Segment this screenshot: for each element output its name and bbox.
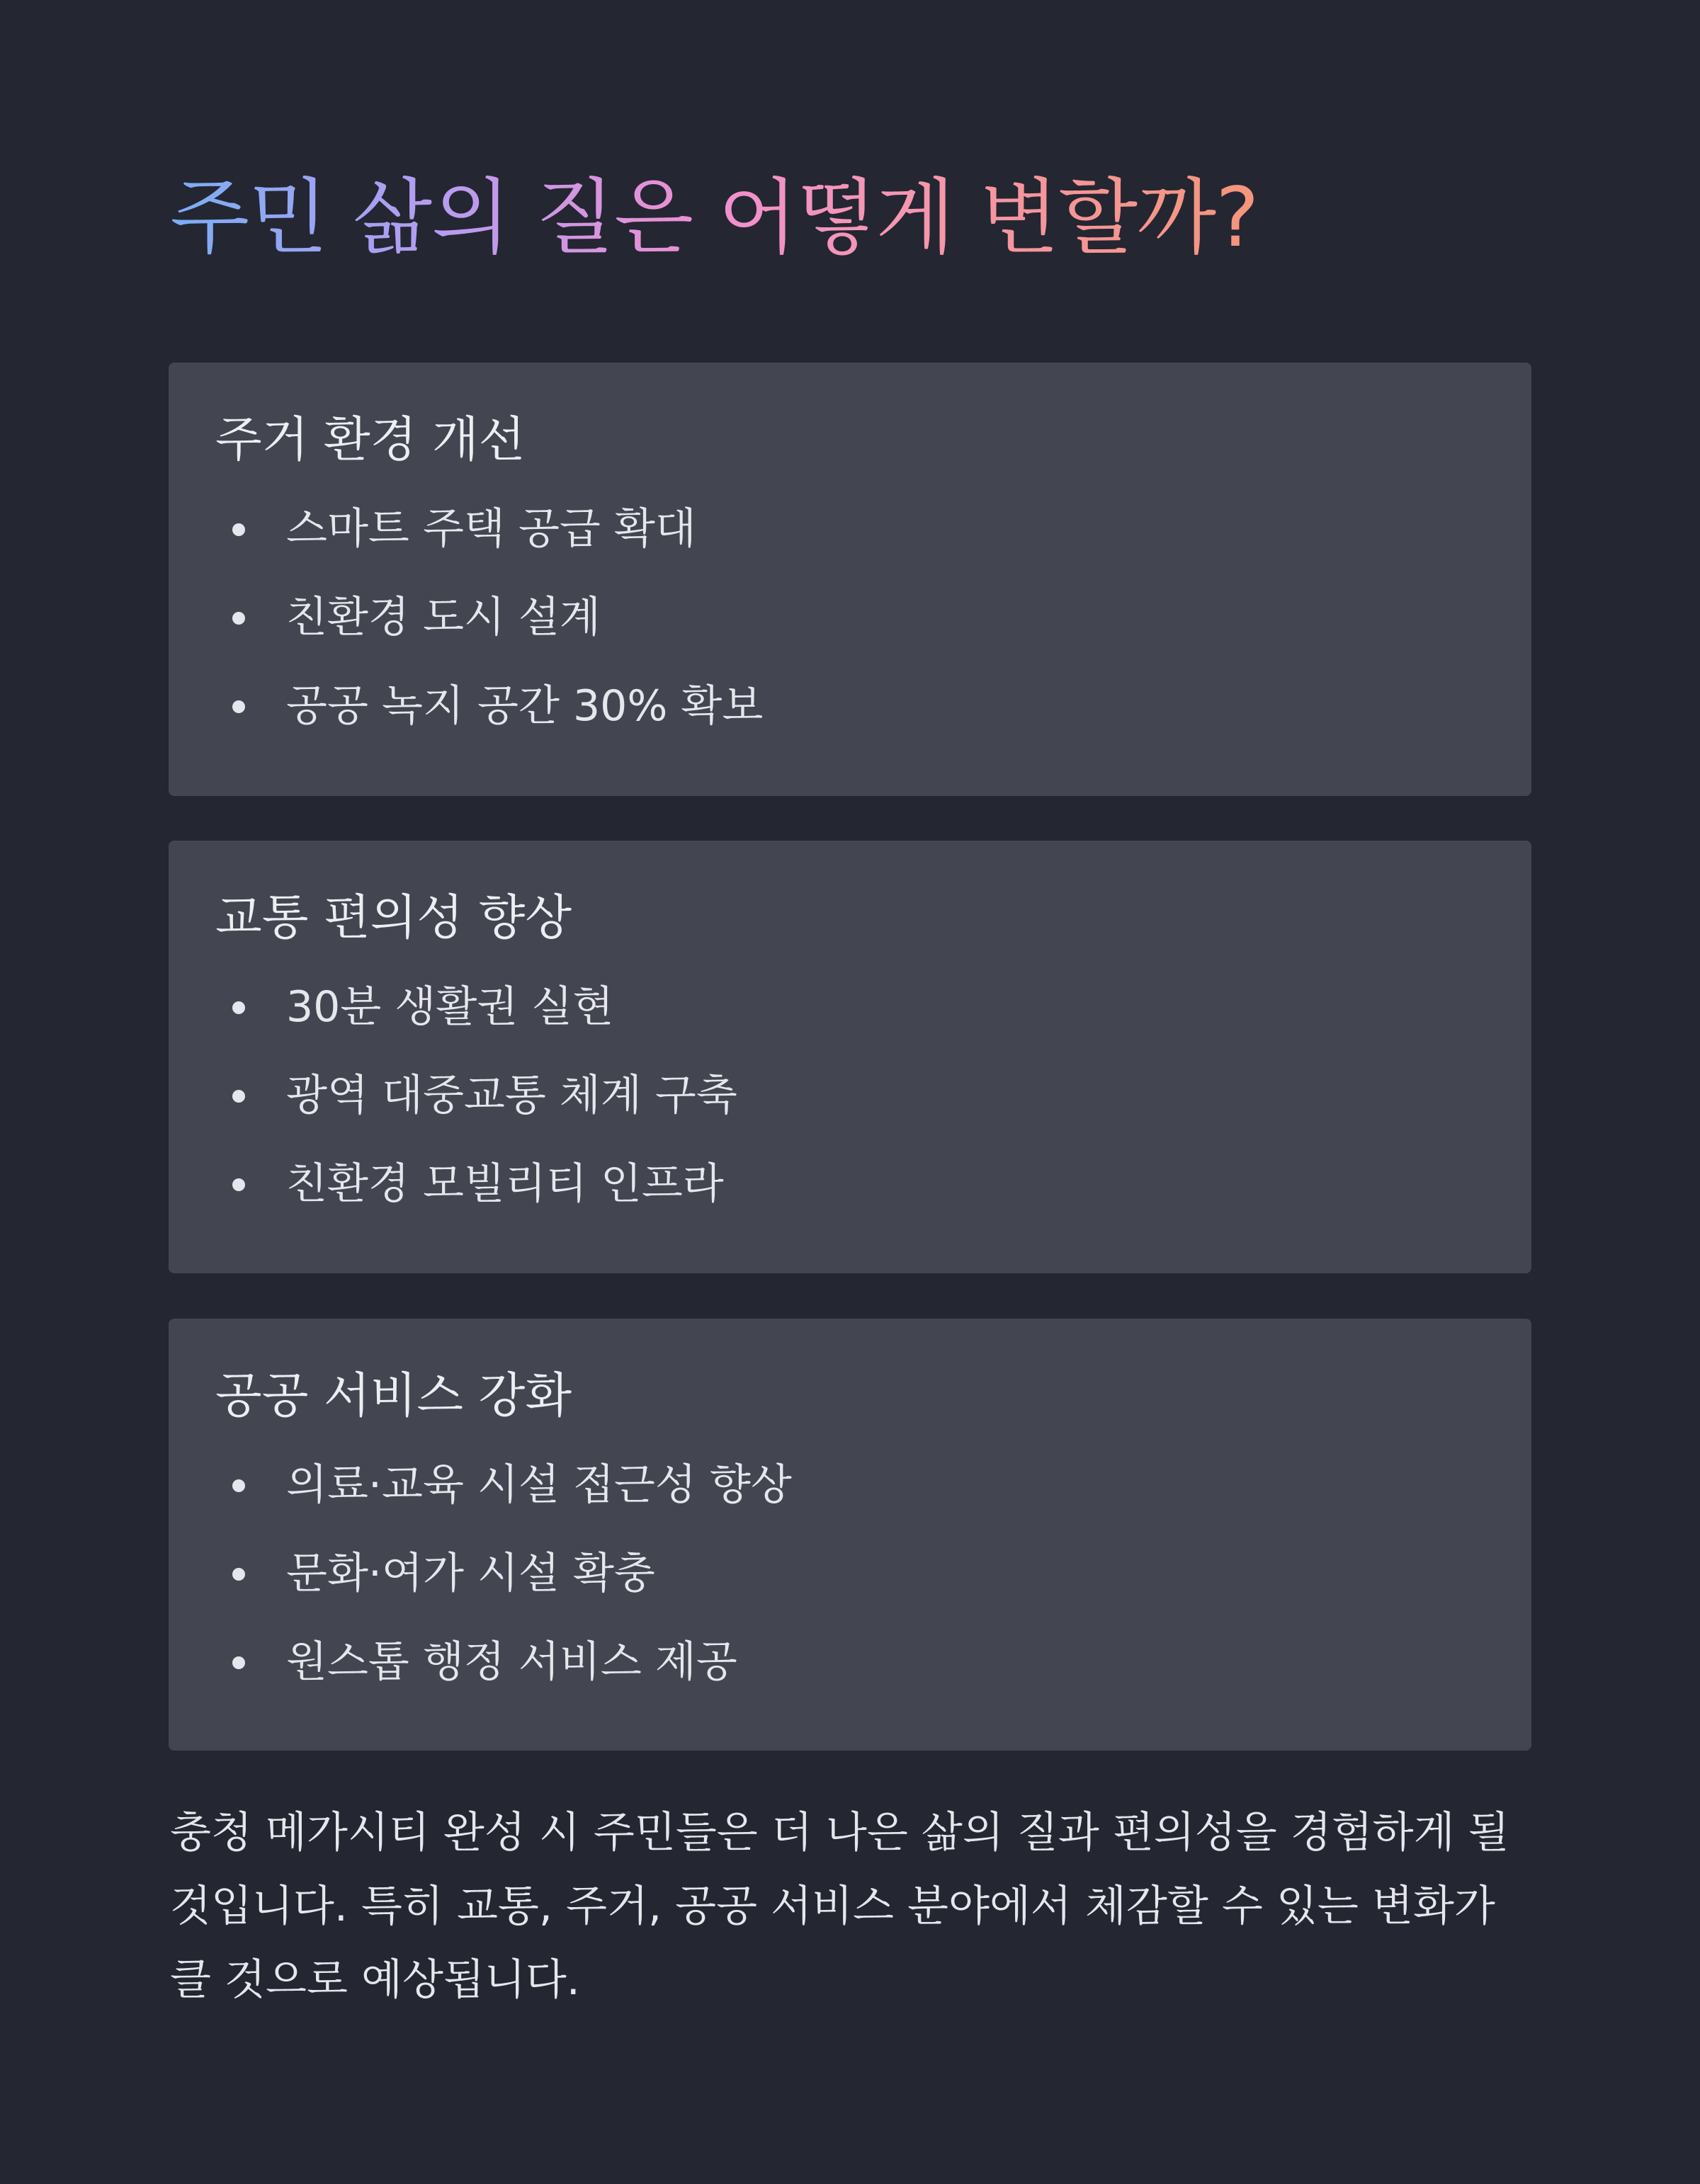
section-heading: 주거 환경 개선	[215, 412, 526, 468]
list-item-text: 원스톱 행정 서비스 제공	[286, 1637, 737, 1687]
bullet-icon	[232, 1090, 245, 1103]
bullet-icon	[232, 1479, 245, 1492]
section-card-housing	[169, 363, 1531, 796]
page-title: 주민 삶의 질은 어떻게 변할까?	[170, 161, 1259, 275]
section-card-transport	[169, 841, 1531, 1273]
list-item-text: 친환경 모빌리티 인프라	[286, 1159, 724, 1209]
list-item-text: 친환경 도시 설계	[286, 593, 601, 642]
section-card-public-services	[169, 1319, 1531, 1751]
list-item-text: 스마트 주택 공급 확대	[286, 504, 696, 554]
summary-paragraph: 충청 메가시티 완성 시 주민들은 더 나은 삶의 질과 편의성을 경험하게 될 것입니다. 특히 교통, 주거, 공공 서비스 분야에서 체감할 수 있는 변화가 클 것으로 예상됩니다.	[170, 1808, 1509, 2005]
bullet-icon	[232, 523, 245, 536]
list-item-text: 문화·여가 시설 확충	[286, 1549, 655, 1598]
bullet-icon	[232, 1178, 245, 1191]
section-heading: 교통 편의성 향상	[215, 890, 572, 946]
list-item-text: 광역 대중교통 체계 구축	[286, 1071, 737, 1120]
list-item-text: 의료·교육 시설 접근성 향상	[286, 1460, 792, 1510]
bullet-icon	[232, 700, 245, 713]
bullet-icon	[232, 1568, 245, 1581]
bullet-icon	[232, 1656, 245, 1669]
bullet-icon	[232, 612, 245, 625]
bullet-icon	[232, 1001, 245, 1014]
section-heading: 공공 서비스 강화	[215, 1368, 572, 1424]
list-item-text: 공공 녹지 공간 30% 확보	[286, 681, 764, 731]
list-item-text: 30분 생활권 실현	[286, 982, 614, 1032]
